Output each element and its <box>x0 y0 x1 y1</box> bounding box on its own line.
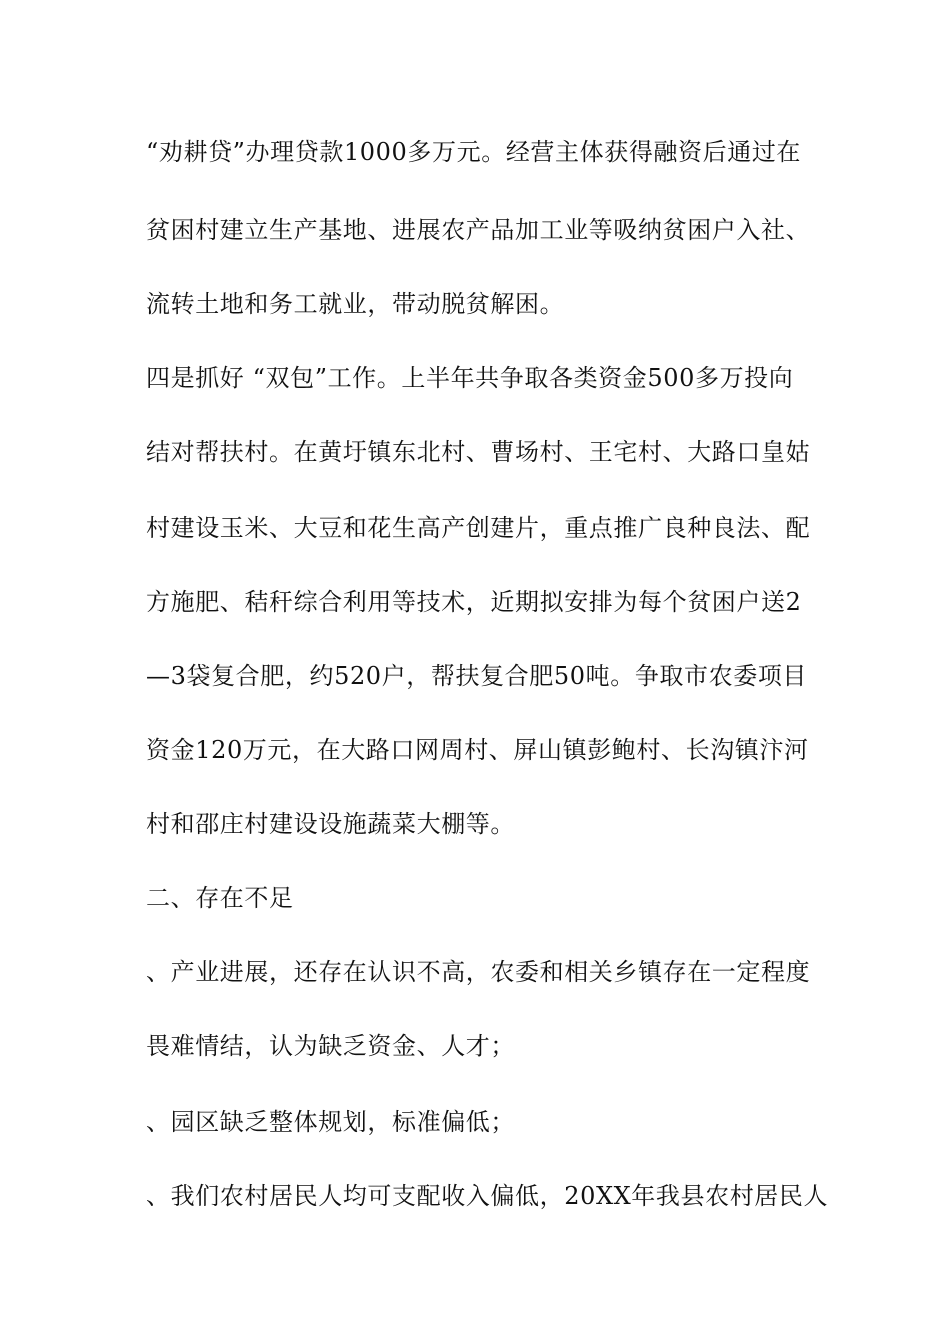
text-line: 、产业进展，还存在认识不高，农委和相关乡镇存在一定程度 <box>146 958 811 986</box>
section-heading: 二、存在不足 <box>146 884 294 912</box>
text-line: 方施肥、秸秆综合利用等技术，近期拟安排为每个贫困户送2 <box>146 588 802 616</box>
text-line: 贫困村建立生产基地、进展农产品加工业等吸纳贫困户入社、 <box>146 216 811 244</box>
text-line: —3袋复合肥，约520户，帮扶复合肥50吨。争取市农委项目 <box>146 662 808 690</box>
text-line: 村和邵庄村建设设施蔬菜大棚等。 <box>146 810 515 838</box>
text-line: 、园区缺乏整体规划，标准偏低； <box>146 1108 515 1136</box>
text-line: 畏难情结，认为缺乏资金、人才； <box>146 1032 515 1060</box>
text-line: 、我们农村居民人均可支配收入偏低，20XX年我县农村居民人 <box>146 1182 829 1210</box>
text-line: 结对帮扶村。在黄圩镇东北村、曹场村、王宅村、大路口皇姑 <box>146 438 811 466</box>
text-line: “劝耕贷”办理贷款1000多万元。经营主体获得融资后通过在 <box>146 138 802 166</box>
text-line: 四是抓好 “双包”工作。上半年共争取各类资金500多万投向 <box>146 364 794 392</box>
text-line: 流转土地和务工就业，带动脱贫解困。 <box>146 290 565 318</box>
text-line: 资金120万元，在大路口网周村、屏山镇彭鲍村、长沟镇汴河 <box>146 736 809 764</box>
text-line: 村建设玉米、大豆和花生高产创建片，重点推广良种良法、配 <box>146 514 811 542</box>
